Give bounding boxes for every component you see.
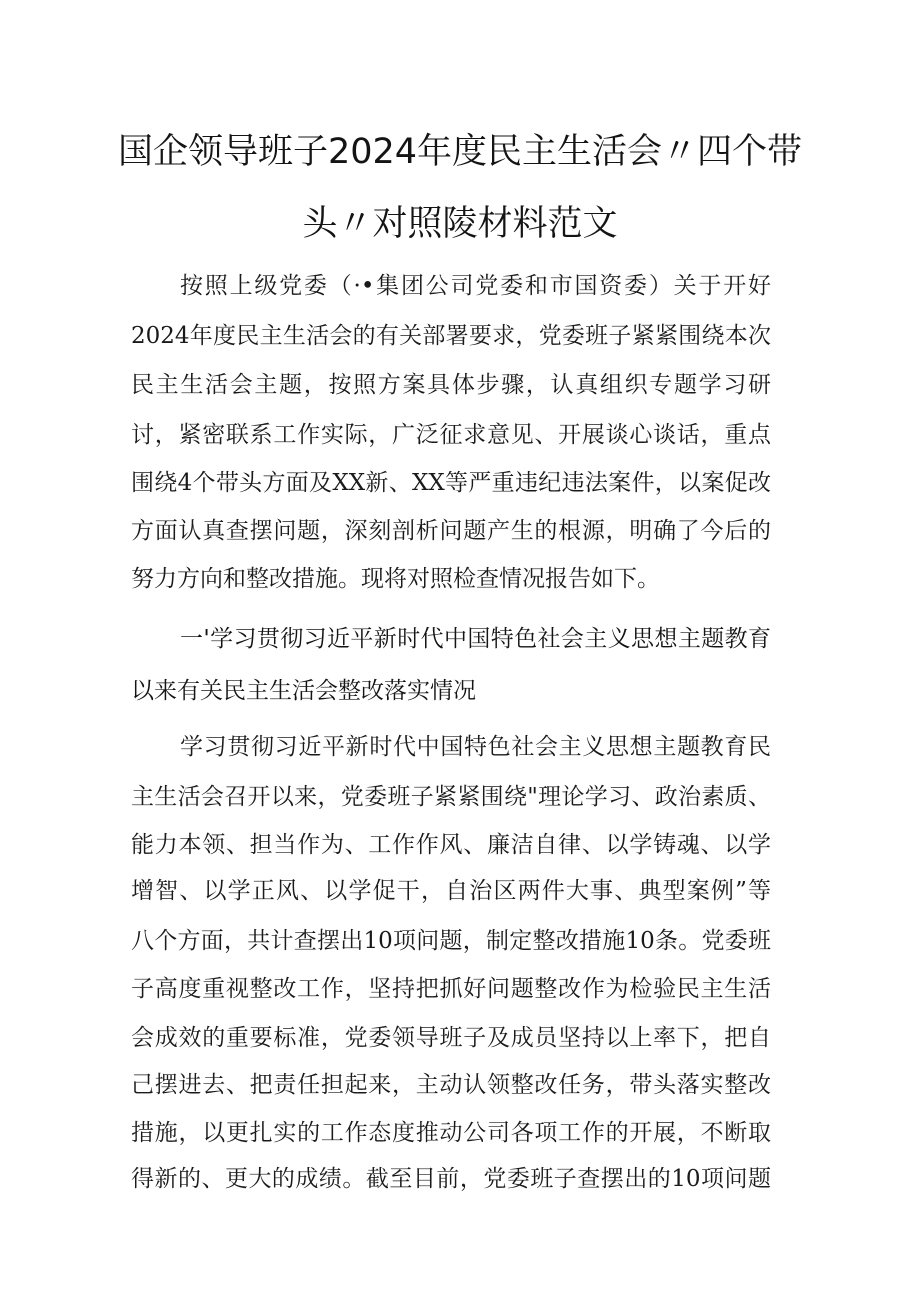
intro-line: 方面认真查摆问题，深刻剖析问题产生的根源，明确了今后的 (131, 518, 771, 544)
section-body-line: 主生活会召开以来，党委班子紧紧围绕"理论学习、政治素质、 (131, 784, 771, 810)
document-title-line-1: 国企领导班子2024年度民主生活会〃四个带 (117, 132, 803, 172)
intro-line: 按照上级党委（·•集团公司党委和市国资委）关于开好 (180, 273, 771, 299)
intro-line: 讨，紧密联系工作实际，广泛征求意见、开展谈心谈话，重点 (131, 422, 771, 448)
section-body-line: 己摆进去、把责任担起来，主动认领整改任务，带头落实整改 (131, 1072, 771, 1098)
intro-line: 2024年度民主生活会的有关部署要求，党委班子紧紧围绕本次 (131, 323, 771, 349)
section-body-line: 会成效的重要标准，党委领导班子及成员坚持以上率下，把自 (131, 1025, 771, 1051)
section-body-line: 得新的、更大的成绩。截至目前，党委班子查摆出的10项问题 (131, 1166, 771, 1192)
section-body-line: 学习贯彻习近平新时代中国特色社会主义思想主题教育民 (180, 734, 771, 760)
document-title-line-2: 头〃对照陵材料范文 (302, 204, 618, 244)
intro-line: 围绕4个带头方面及XX新、XX等严重违纪违法案件，以案促改 (131, 470, 771, 496)
section-body-line: 增智、以学正风、以学促干，自治区两件大事、典型案例”等 (131, 878, 771, 904)
intro-line: 努力方向和整改措施。现将对照检查情况报告如下。 (131, 566, 660, 592)
section-body-line: 子高度重视整改工作，坚持把抓好问题整改作为检验民主生活 (131, 976, 771, 1002)
section-body-line: 能力本领、担当作为、工作作风、廉洁自律、以学铸魂、以学 (131, 832, 771, 858)
section-body-line: 措施，以更扎实的工作态度推动公司各项工作的开展，不断取 (131, 1120, 771, 1146)
section-body-line: 八个方面，共计查摆出10项问题，制定整改措施10条。党委班 (131, 928, 771, 954)
section-heading-line: 以来有关民主生活会整改落实情况 (131, 678, 476, 704)
intro-line: 民主生活会主题，按照方案具体步骤，认真组织专题学习研 (131, 372, 771, 398)
section-heading-line: 一'学习贯彻习近平新时代中国特色社会主义思想主题教育 (180, 626, 771, 652)
